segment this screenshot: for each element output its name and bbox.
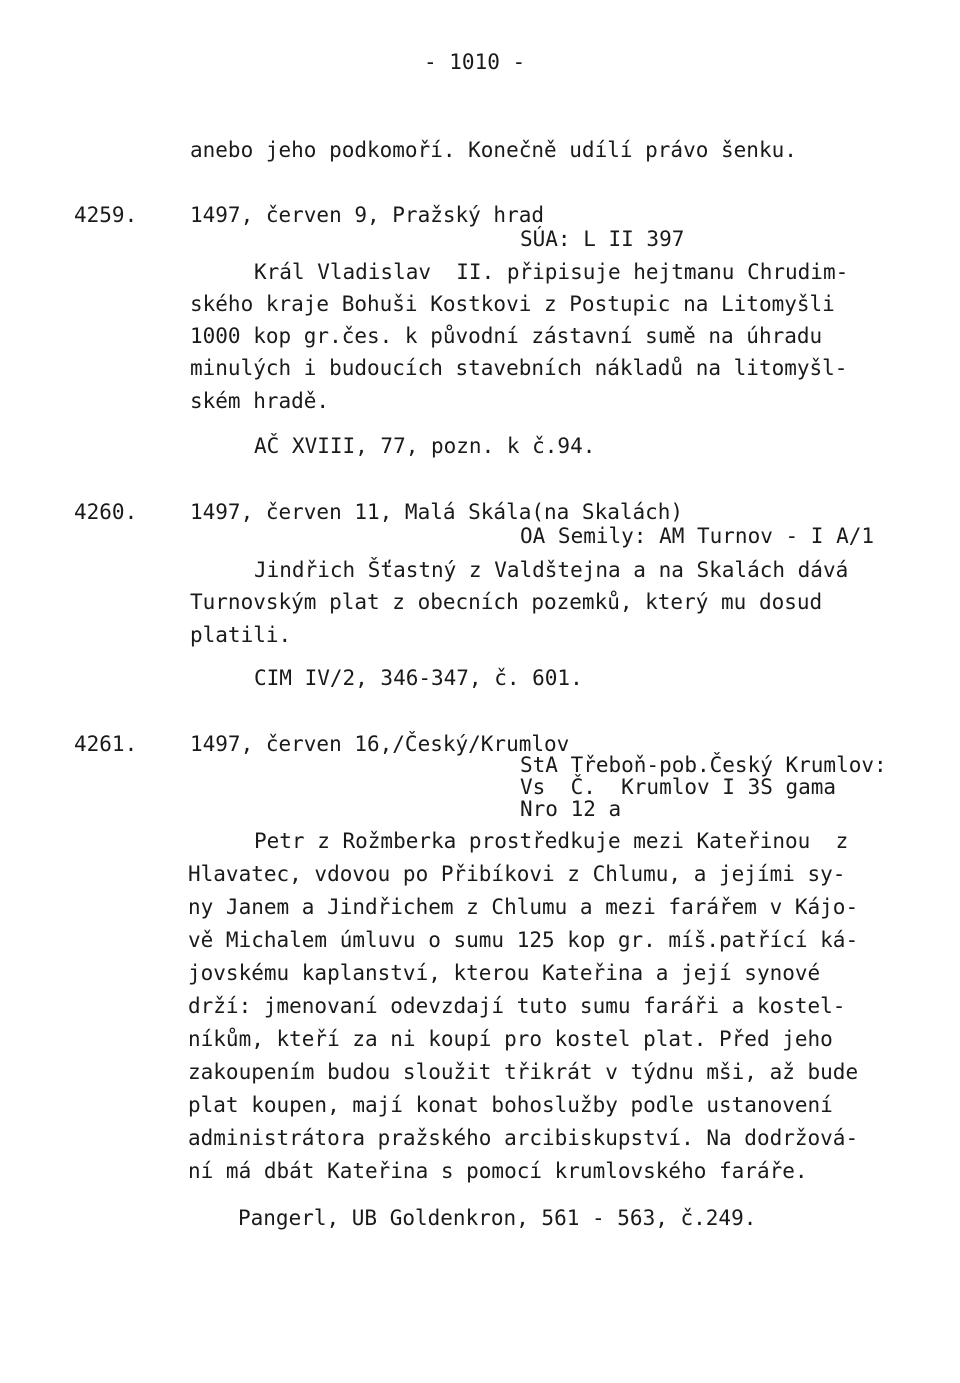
entry-date-place: 1497, červen 16,/Český/Krumlov [190,732,570,756]
carryover-text: anebo jeho podkomoří. Konečně udílí právo šenku. [190,138,797,162]
entry-archive-line: OA Semily: AM Turnov - I A/1 [520,524,875,548]
entry-body-line: Hlavatec, vdovou po Přibíkovi z Chlumu, a jejími sy- [188,862,846,886]
entry-archive-line: StA Třeboň-pob.Český Krumlov: [520,753,887,777]
entry-date-place: 1497, červen 9, Pražský hrad [190,203,545,227]
entry-body-line: jovskému kaplanství, kterou Kateřina a její synové [188,961,821,985]
entry-body-line: ském hradě. [190,389,330,413]
entry-number: 4259. [74,203,138,227]
entry-body-line: zakoupením budou sloužit třikrát v týdnu mši, až bude [188,1060,859,1084]
entry-body-line: plat koupen, mají konat bohoslužby podle ustanovení [188,1093,833,1117]
entry-body-line: Petr z Rožmberka prostředkuje mezi Kateřinou z [254,829,849,853]
entry-archive-line: SÚA: L II 397 [520,227,685,251]
entry-body-line: níkům, kteří za ni koupí pro kostel plat. Před jeho [188,1027,833,1051]
entry-body-line: Král Vladislav II. připisuje hejtmanu Chrudim- [254,260,849,284]
entry-body-line: minulých i budoucích stavebních nákladů na litomyšl- [190,356,848,380]
entry-number: 4261. [74,732,138,756]
entry-body-line: administrátora pražského arcibiskupství. Na dodržová- [188,1126,859,1150]
entry-body-line: platili. [190,623,292,647]
entry-archive-line: Nro 12 a [520,797,622,821]
entry-body-line: Jindřich Šťastný z Valdštejna a na Skalách dává [254,558,849,582]
entry-number: 4260. [74,500,138,524]
entry-body-line: ny Janem a Jindřichem z Chlumu a mezi farářem v Kájo- [188,895,859,919]
entry-date-place: 1497, červen 11, Malá Skála(na Skalách) [190,500,684,524]
entry-archive-line: Vs Č. Krumlov I 3S gama [520,775,837,799]
entry-citation: CIM IV/2, 346-347, č. 601. [254,666,583,690]
entry-citation: AČ XVIII, 77, pozn. k č.94. [254,434,596,458]
entry-citation: Pangerl, UB Goldenkron, 561 - 563, č.249. [238,1206,757,1230]
entry-body-line: 1000 kop gr.čes. k původní zástavní sumě na úhradu [190,324,823,348]
entry-body-line: Turnovským plat z obecních pozemků, který mu dosud [190,590,823,614]
page-number: - 1010 - [424,50,526,74]
entry-body-line: ského kraje Bohuši Kostkovi z Postupic na Litomyšli [190,292,835,316]
entry-body-line: ní má dbát Kateřina s pomocí krumlovského faráře. [188,1159,808,1183]
entry-body-line: vě Michalem úmluvu o sumu 125 kop gr. míš.patřící ká- [188,928,859,952]
entry-body-line: drží: jmenovaní odevzdají tuto sumu faráři a kostel- [188,994,846,1018]
